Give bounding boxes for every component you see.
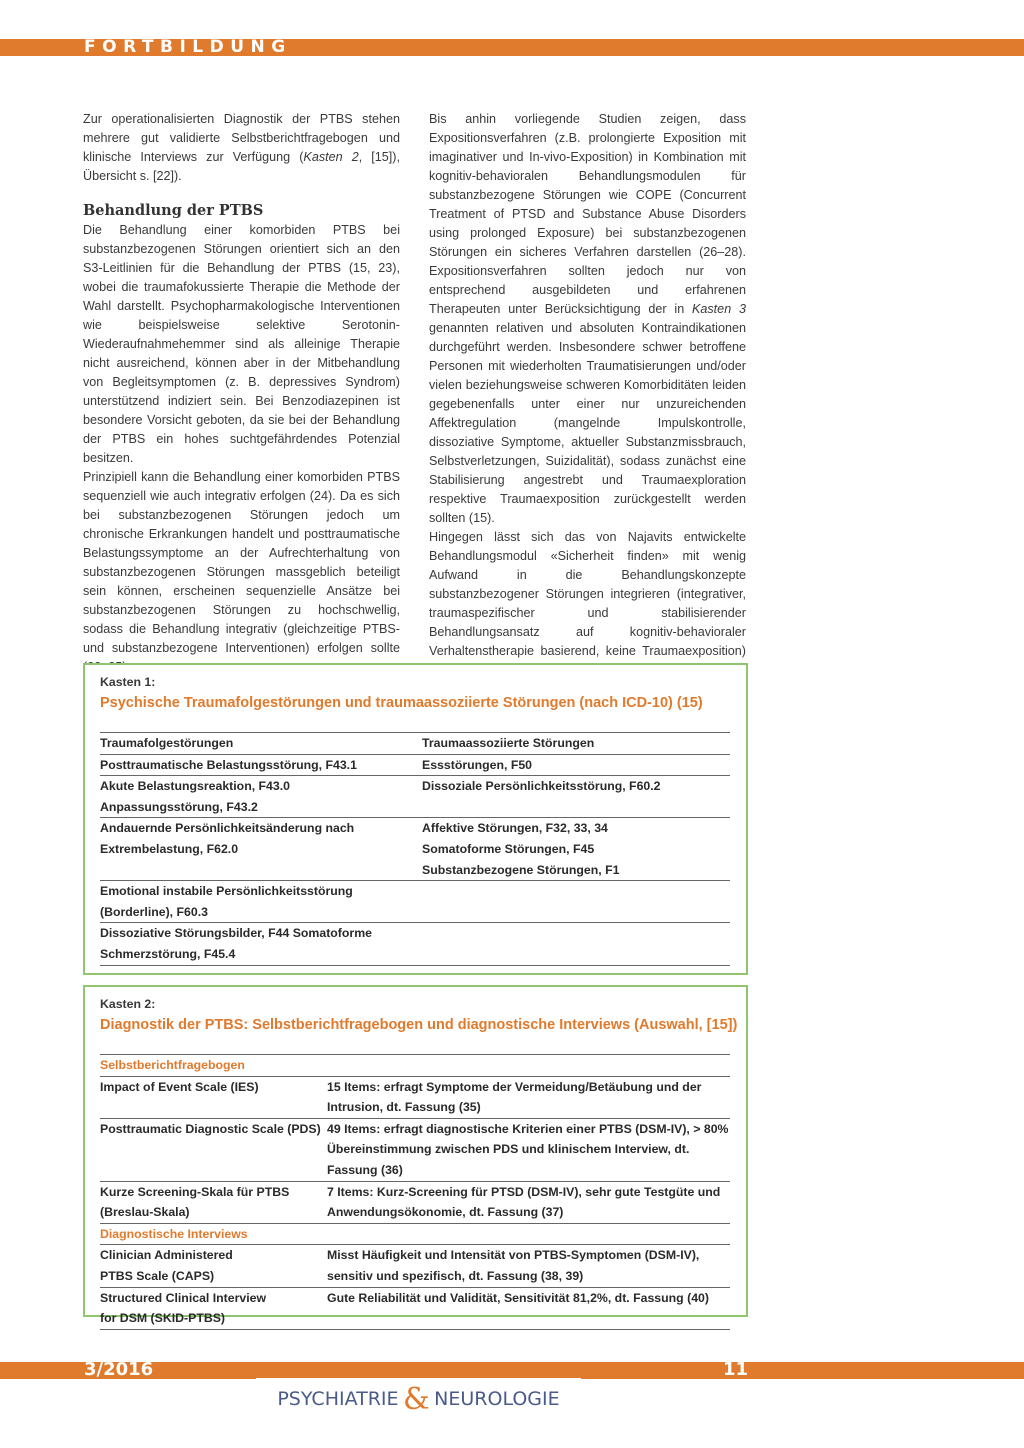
column-header: Traumafolgestörungen xyxy=(100,733,422,755)
column-header: Traumaassoziierte Störungen xyxy=(422,733,730,755)
table-row xyxy=(100,1181,730,1223)
instrument-description xyxy=(327,1181,730,1223)
cell-line xyxy=(422,881,730,902)
section-label: Diagnostische Interviews xyxy=(100,1223,730,1245)
cell-line xyxy=(100,1097,327,1118)
cell-line: Extrembelastung, F62.0 xyxy=(100,841,239,856)
cell-line: Anpassungsstörung, F43.2 xyxy=(100,799,258,814)
cell-line: Impact of Event Scale (IES) xyxy=(100,1079,259,1094)
text-run: , [15]), Übersicht s. [22]). xyxy=(83,150,400,183)
instrument-description xyxy=(327,1287,730,1329)
paragraph xyxy=(83,110,400,186)
cell-right xyxy=(422,923,730,965)
cell-line: Structured Clinical Interview xyxy=(100,1290,267,1305)
section-row xyxy=(100,1055,730,1077)
table-row xyxy=(100,754,730,776)
section-row xyxy=(100,1223,730,1245)
cell-left xyxy=(100,754,422,776)
cell-line: Substanzbezogene Störungen, F1 xyxy=(422,862,620,877)
cell-left xyxy=(100,776,422,818)
box-reference: Kasten 3 xyxy=(691,302,746,316)
cell-line: Kurze Screening-Skala für PTBS xyxy=(100,1184,290,1199)
cell-line: sensitiv und spezifisch, dt. Fassung (38, 39) xyxy=(327,1268,584,1283)
section-label: FORTBILDUNG xyxy=(84,37,292,57)
kasten-label: Kasten 2: xyxy=(100,997,156,1011)
cell-line: Intrusion, dt. Fassung (35) xyxy=(327,1100,481,1115)
table-row xyxy=(100,1118,730,1181)
cell-line: (Borderline), F60.3 xyxy=(100,904,208,919)
cell-line: Gute Reliabilität und Validität, Sensitivität 81,2%, dt. Fassung (40) xyxy=(327,1290,709,1305)
cell-left xyxy=(100,818,422,881)
journal-logo xyxy=(256,1378,581,1417)
kasten-title: Psychische Traumafolgestörungen und traumaassoziierte Störungen (nach ICD-10) (15) xyxy=(100,695,703,711)
section-label: Selbstberichtfragebogen xyxy=(100,1055,730,1077)
cell-line: Emotional instabile Persönlichkeitsstörung xyxy=(100,884,353,899)
cell-line: Schmerzstörung, F45.4 xyxy=(100,946,236,961)
cell-line xyxy=(327,1308,730,1329)
text-column-right xyxy=(429,110,746,680)
cell-line: Akute Belastungsreaktion, F43.0 xyxy=(100,779,290,794)
cell-line xyxy=(100,1139,327,1160)
cell-line xyxy=(422,902,730,923)
table-row xyxy=(100,776,730,818)
logo-text-right: NEUROLOGIE xyxy=(434,1388,560,1410)
cell-line: Somatoforme Störungen, F45 xyxy=(422,841,595,856)
instrument-name xyxy=(100,1118,327,1181)
text-run: Bis anhin vorliegende Studien zeigen, dass Expositionsverfahren (z.B. prolongierte Exposition mit imaginativer und In-vivo-Exposition) in Kombination mit kognitiv-behavioralen Behandlungsmodulen für substanzbezogene Störungen wie COPE (Concurrent Treatment of PTSD and Substance Abuse Disorders using prolonged Exposure) bei substanzbezogenen Störungen ein sicheres Verfahren darstellen (26–28). Expositionsverfahren sollten jedoch nur von entsprechend ausgebildeten und erfahrenen Therapeuten unter Berücksichtigung der in xyxy=(429,112,746,316)
box-reference: Kasten 2 xyxy=(303,150,359,164)
cell-line: Posttraumatische Belastungsstörung, F43.1 xyxy=(100,757,357,772)
instrument-name xyxy=(100,1245,327,1287)
header-bar xyxy=(0,39,1024,56)
cell-line: PTBS Scale (CAPS) xyxy=(100,1268,215,1283)
cell-line: (Breslau-Skala) xyxy=(100,1205,190,1220)
page-number: 11 xyxy=(723,1359,749,1380)
table-row xyxy=(100,881,730,923)
cell-right xyxy=(422,776,730,818)
logo-ampersand: & xyxy=(402,1382,430,1417)
kasten-1-box xyxy=(83,663,748,975)
instrument-description xyxy=(327,1245,730,1287)
kasten-label: Kasten 1: xyxy=(100,675,156,689)
cell-left xyxy=(100,881,422,923)
cell-line: 49 Items: erfragt diagnostische Kriterien einer PTBS (DSM-IV), > 80% xyxy=(327,1121,729,1136)
kasten-1-table-wrap xyxy=(100,732,730,966)
cell-line: Dissoziative Störungsbilder, F44 Somatoforme xyxy=(100,926,372,941)
cell-line: Übereinstimmung zwischen PDS und klinischem Interview, dt. Fassung (36) xyxy=(327,1142,690,1177)
cell-line: Dissoziale Persönlichkeitsstörung, F60.2 xyxy=(422,779,661,794)
cell-line xyxy=(100,860,422,881)
paragraph: Die Behandlung einer komorbiden PTBS bei substanzbezogenen Störungen orientiert sich an den S3-Leitlinien für die Behandlung der PTBS (15, 23), wobei die traumafokussierte Therapie die Methode der Wahl darstellt. Psychopharmakologische Interventionen wie beispielsweise selektive Serotonin-Wiederaufnahmehemmer sind als alleinige Therapie nicht ausreichend, können aber in der Mitbehandlung von Begleitsymptomen (z. B. depressives Syndrom) unterstützend indiziert sein. Bei Benzodiazepinen ist besondere Vorsicht geboten, da sie bei der Behandlung der PTBS ein hohes suchtgefährdendes Potenzial besitzen. xyxy=(83,223,400,465)
instrument-name xyxy=(100,1076,327,1118)
text-run: Zur operationalisierten Diagnostik der PTBS stehen mehrere gut validierte Selbstberichtfragebogen und klinische Interviews zur Verfügung ( xyxy=(83,112,400,164)
instrument-description xyxy=(327,1076,730,1118)
paragraph xyxy=(429,110,746,528)
kasten-title: Diagnostik der PTBS: Selbstberichtfragebogen und diagnostische Interviews (Auswahl, [15]) xyxy=(100,1017,738,1033)
cell-line: Misst Häufigkeit und Intensität von PTBS-Symptomen (DSM-IV), xyxy=(327,1248,700,1263)
instrument-description xyxy=(327,1118,730,1181)
logo-text-left: PSYCHIATRIE xyxy=(277,1388,399,1410)
cell-line: Anwendungsökonomie, dt. Fassung (37) xyxy=(327,1205,564,1220)
instrument-name xyxy=(100,1181,327,1223)
text-run: genannten relativen und absoluten Kontraindikationen durchgeführt werden. Insbesondere schwer betroffene Personen mit wiederholten Traumatisierungen und/oder vielen beziehungsweise schweren Komorbiditäten leiden gegebenenfalls unter einer nur unzureichenden Affektregulation (mangelnde Impulskontrolle, dissoziative Symptome, aktueller Substanzmissbrauch, Selbstverletzungen, Suizidalität), sodass zunächst eine Stabilisierung angestrebt und Traumaexploration respektive Traumaexposition zurückgestellt werden sollten (15). xyxy=(429,321,746,525)
cell-line: Clinician Administered xyxy=(100,1248,233,1263)
footer-bar xyxy=(0,1359,1024,1380)
text-column-left xyxy=(83,110,400,677)
paragraph: Prinzipiell kann die Behandlung einer komorbiden PTBS sequenziell wie auch integrativ erfolgen (24). Da es sich bei substanzbezogenen Störungen jedoch um chronische Erkrankungen handelt und posttraumatische Belastungssymptome an der Aufrechterhaltung von substanzbezogenen Störungen massgeblich beteiligt sein können, erscheinen sequenzielle Ansätze bei substanzbezogenen Störungen zu hochschwellig, sodass die Behandlung integrativ (gleichzeitige PTBS- und substanzbezogene Interventionen) erfolgen sollte xyxy=(83,470,400,655)
cell-line xyxy=(422,797,730,818)
kasten-2-table-wrap xyxy=(100,1054,730,1330)
issue-number: 3/2016 xyxy=(84,1359,154,1380)
table-row xyxy=(100,818,730,881)
cell-line: for DSM (SKID-PTBS) xyxy=(100,1311,226,1326)
cell-right xyxy=(422,881,730,923)
paragraph: Hingegen lässt sich das von Najavits entwickelte Behandlungsmodul «Sicherheit finden» mit wenig Aufwand in die Behandlungskonzepte substanzbezogener Störungen integrieren (integrativer, traumaspezifischer und stabilisierender Behandlungsansatz auf kognitiv-behavioraler Verhaltenstherapie basierend, keine Traumaexposition) xyxy=(429,530,746,658)
table-row xyxy=(100,1287,730,1329)
table-row xyxy=(100,923,730,965)
table-row xyxy=(100,1076,730,1118)
cell-line: 15 Items: erfragt Symptome der Vermeidung/Betäubung und der xyxy=(327,1079,702,1094)
cell-line xyxy=(422,944,730,965)
cell-line: Affektive Störungen, F32, 33, 34 xyxy=(422,821,608,836)
cell-line: 7 Items: Kurz-Screening für PTSD (DSM-IV), sehr gute Testgüte und xyxy=(327,1184,721,1199)
kasten-1-table xyxy=(100,732,730,966)
cell-line: Posttraumatic Diagnostic Scale (PDS) xyxy=(100,1121,321,1136)
kasten-2-table xyxy=(100,1054,730,1330)
cell-line: Essstörungen, F50 xyxy=(422,757,533,772)
section-heading: Behandlung der PTBS xyxy=(83,202,264,219)
cell-line: Andauernde Persönlichkeitsänderung nach xyxy=(100,821,355,836)
kasten-2-box xyxy=(83,985,748,1326)
instrument-name xyxy=(100,1287,327,1329)
cell-line xyxy=(422,923,730,944)
table-header-row xyxy=(100,733,730,755)
table-row xyxy=(100,1245,730,1287)
cell-right xyxy=(422,818,730,881)
cell-left xyxy=(100,923,422,965)
cell-right xyxy=(422,754,730,776)
